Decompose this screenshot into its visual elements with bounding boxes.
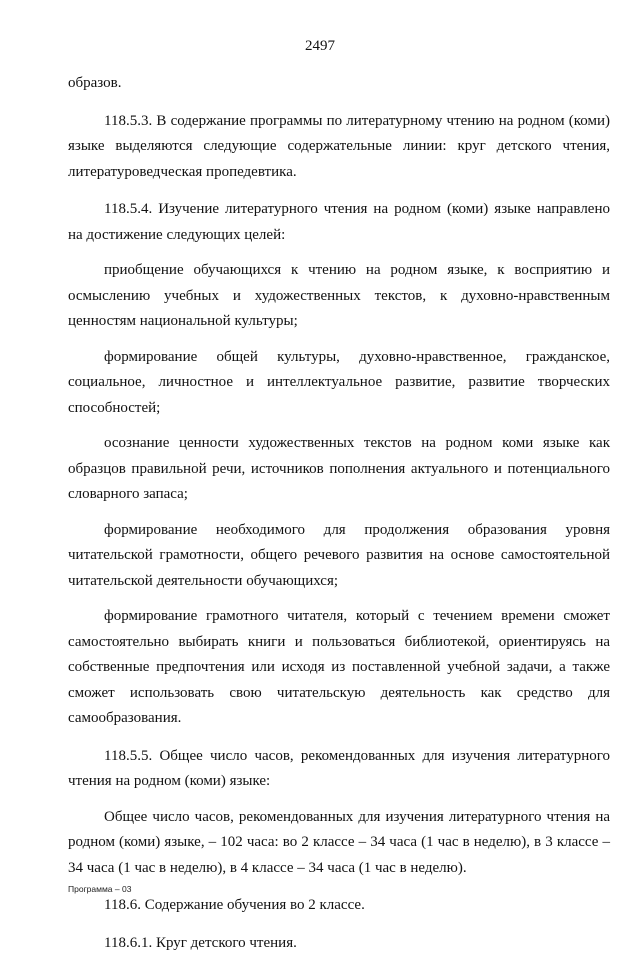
goal-item-3: осознание ценности художественных текстов на родном коми языке как образцов правильной речи, источников пополнения актуального и потенциального словарного запаса; bbox=[68, 431, 610, 508]
paragraph-118-5-3: 118.5.3. В содержание программы по литературному чтению на родном (коми) языке выделяются следующие содержательные линии: круг детского чтения, литературоведческая пропедевтика. bbox=[68, 109, 610, 186]
paragraph-continuation: образов. bbox=[68, 71, 610, 97]
paragraph-118-6-1: 118.6.1. Круг детского чтения. bbox=[68, 931, 610, 956]
goal-item-5: формирование грамотного читателя, который с течением времени сможет самостоятельно выбирать книги и пользоваться библиотекой, ориентируясь на собственные предпочтения или исходя из поставленной учебной задачи, а также сможет использовать свою читательскую деятельность как средство для самообразования. bbox=[68, 604, 610, 732]
goal-item-2: формирование общей культуры, духовно-нравственное, гражданское, социальное, личностное и интеллектуальное развитие, развитие творческих способностей; bbox=[68, 345, 610, 422]
paragraph-118-6: 118.6. Содержание обучения во 2 классе. bbox=[68, 893, 610, 919]
paragraph-118-5-4: 118.5.4. Изучение литературного чтения на родном (коми) языке направлено на достижение следующих целей: bbox=[68, 197, 610, 248]
document-body bbox=[68, 71, 610, 956]
page-footer: Программа – 03 bbox=[68, 884, 131, 894]
page-number: 2497 bbox=[0, 38, 640, 55]
goal-item-4: формирование необходимого для продолжения образования уровня читательской грамотности, общего речевого развития на основе самостоятельной читательской деятельности обучающихся; bbox=[68, 518, 610, 595]
goal-item-1: приобщение обучающихся к чтению на родном языке, к восприятию и осмыслению учебных и художественных текстов, к духовно-нравственным ценностям национальной культуры; bbox=[68, 258, 610, 335]
paragraph-118-5-5: 118.5.5. Общее число часов, рекомендованных для изучения литературного чтения на родном (коми) языке: bbox=[68, 744, 610, 795]
paragraph-hours: Общее число часов, рекомендованных для изучения литературного чтения на родном (коми) языке, – 102 часа: во 2 классе – 34 часа (1 час в неделю), в 3 классе – 34 часа (1 час в неделю), в 4 классе – 34 часа (1 час в неделю). bbox=[68, 805, 610, 882]
